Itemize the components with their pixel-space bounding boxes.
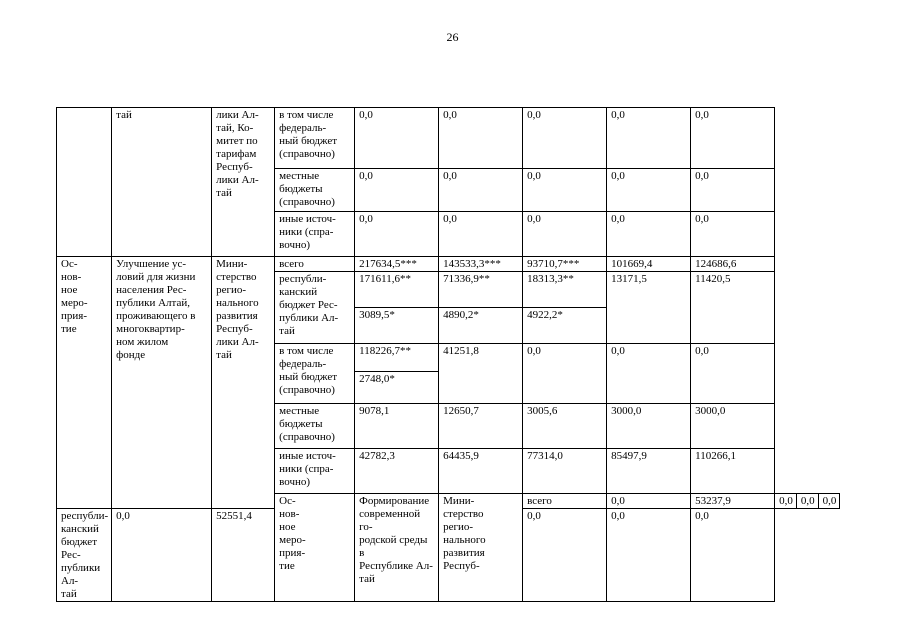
funding-source-cell: местные бюджеты (справочно) [275, 404, 355, 449]
value-cell: 0,0 [607, 494, 691, 509]
value-cell: 0,0 [691, 169, 775, 212]
value-cell: 0,0 [112, 509, 212, 602]
value-cell: 101669,4 [607, 257, 691, 272]
value-cell: 0,0 [607, 169, 691, 212]
value-cell: 0,0 [523, 344, 607, 404]
value-cell: 143533,3*** [439, 257, 523, 272]
event-name-cell: Улучшение ус- ловий для жизни населения Рес- публики Алтай, проживающего в многоквартир- ном жилом фонде [112, 257, 212, 509]
value-cell: 0,0 [355, 108, 439, 169]
value-cell: 0,0 [607, 108, 691, 169]
value-cell: 12650,7 [439, 404, 523, 449]
value-cell: 53237,9 [691, 494, 775, 509]
page-number: 26 [446, 30, 459, 44]
funding-source-cell: всего [275, 257, 355, 272]
event-name-cell: Формирование современной го- родской среды в Республике Ал- тай [355, 494, 439, 602]
funding-source-cell: в том числе федераль- ный бюджет (справочно) [275, 344, 355, 404]
value-cell: 0,0 [691, 108, 775, 169]
value-cell: 0,0 [691, 344, 775, 404]
value-cell: 0,0 [607, 212, 691, 257]
value-cell: 0,0 [607, 509, 691, 602]
value-cell: 18313,3** [523, 272, 607, 308]
table-row [57, 257, 840, 272]
event-name-cell: тай [112, 108, 212, 257]
value-cell: 0,0 [439, 212, 523, 257]
funding-source-cell: иные источ- ники (спра- вочно) [275, 212, 355, 257]
value-cell: 93710,7*** [523, 257, 607, 272]
value-cell: 2748,0* [355, 372, 439, 404]
value-cell: 0,0 [796, 494, 818, 509]
value-cell: 42782,3 [355, 449, 439, 494]
value-cell: 0,0 [691, 212, 775, 257]
value-cell: 0,0 [775, 494, 797, 509]
value-cell: 13171,5 [607, 272, 691, 344]
value-cell: 0,0 [523, 212, 607, 257]
funding-source-cell: республи- канский бюджет Рес- публики Ал- тай [275, 272, 355, 344]
funding-source-cell: в том числе федераль- ный бюджет (справочно) [275, 108, 355, 169]
executor-cell: Мини- стерство регио- нального развития Респуб- лики Ал- тай [212, 257, 275, 509]
funding-source-cell: местные бюджеты (справочно) [275, 169, 355, 212]
value-cell: 4922,2* [523, 308, 607, 344]
funding-source-cell: республи- канский бюджет Рес- публики Ал- тай [57, 509, 112, 602]
value-cell: 0,0 [523, 509, 607, 602]
value-cell: 124686,6 [691, 257, 775, 272]
value-cell: 3000,0 [691, 404, 775, 449]
value-cell: 0,0 [355, 169, 439, 212]
value-cell: 0,0 [355, 212, 439, 257]
value-cell: 171611,6** [355, 272, 439, 308]
value-cell: 0,0 [439, 169, 523, 212]
table-row [57, 108, 840, 169]
executor-cell: лики Ал- тай, Ко- митет по тарифам Респуб- лики Ал- тай [212, 108, 275, 257]
value-cell: 77314,0 [523, 449, 607, 494]
value-cell: 0,0 [523, 169, 607, 212]
value-cell: 110266,1 [691, 449, 775, 494]
event-type-cell [57, 108, 112, 257]
value-cell: 85497,9 [607, 449, 691, 494]
funding-source-cell: всего [523, 494, 607, 509]
event-type-cell: Ос- нов- ное меро- прия- тие [57, 257, 112, 509]
value-cell: 41251,8 [439, 344, 523, 404]
event-type-cell: Ос- нов- ное меро- прия- тие [275, 494, 355, 602]
value-cell: 71336,9** [439, 272, 523, 308]
funding-source-cell: иные источ- ники (спра- вочно) [275, 449, 355, 494]
value-cell: 3089,5* [355, 308, 439, 344]
value-cell: 0,0 [607, 344, 691, 404]
value-cell: 0,0 [523, 108, 607, 169]
value-cell: 52551,4 [212, 509, 275, 602]
value-cell: 3005,6 [523, 404, 607, 449]
value-cell: 118226,7** [355, 344, 439, 372]
budget-table [56, 107, 840, 602]
value-cell: 9078,1 [355, 404, 439, 449]
value-cell: 4890,2* [439, 308, 523, 344]
value-cell: 0,0 [439, 108, 523, 169]
value-cell: 217634,5*** [355, 257, 439, 272]
executor-cell: Мини- стерство регио- нального развития Респуб- [439, 494, 523, 602]
value-cell: 64435,9 [439, 449, 523, 494]
value-cell: 3000,0 [607, 404, 691, 449]
value-cell: 11420,5 [691, 272, 775, 344]
value-cell: 0,0 [818, 494, 840, 509]
value-cell: 0,0 [691, 509, 775, 602]
